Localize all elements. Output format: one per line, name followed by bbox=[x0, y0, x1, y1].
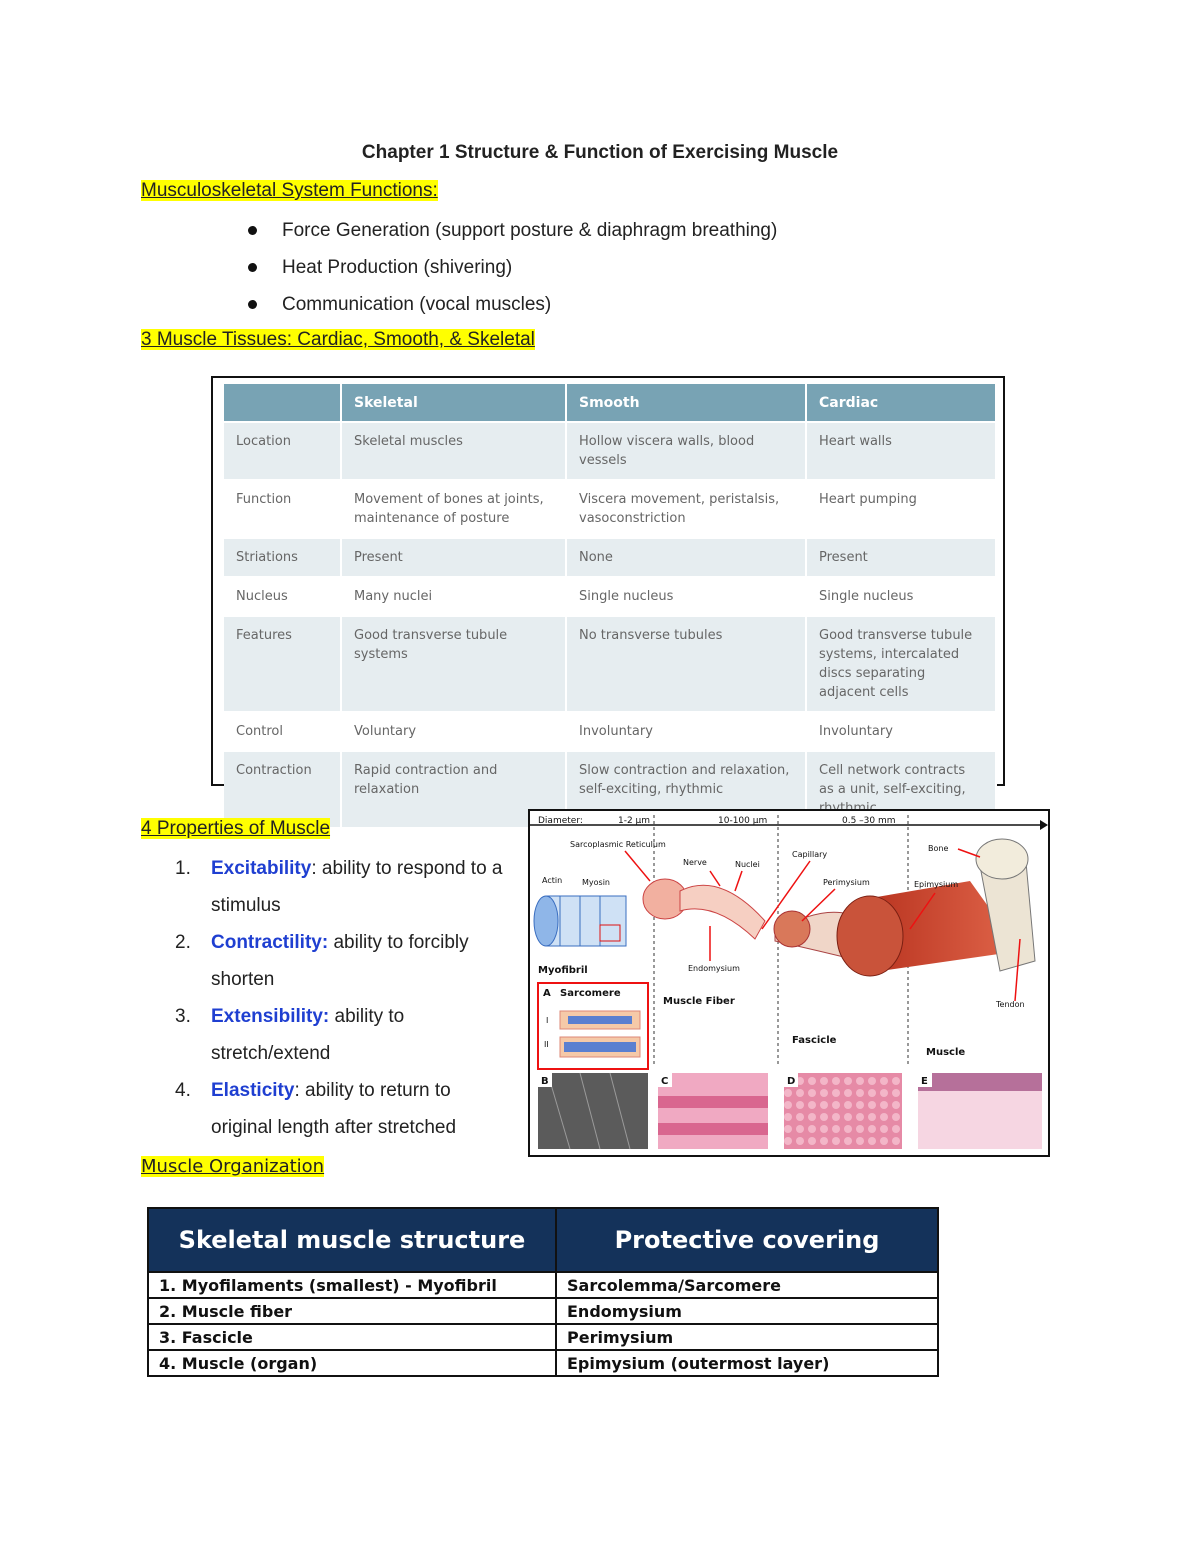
table-cell: Sarcolemma/Sarcomere bbox=[556, 1272, 938, 1298]
label-myosin: Myosin bbox=[582, 878, 610, 887]
table-cell: Good transverse tubule systems bbox=[341, 616, 566, 712]
organization-heading-text: Muscle Organization bbox=[141, 1156, 325, 1177]
table-row bbox=[148, 1272, 938, 1298]
fascicle-cross-section bbox=[774, 911, 810, 947]
section-heading-functions bbox=[141, 180, 438, 202]
label-sarcomere: Sarcomere bbox=[560, 988, 621, 999]
table-header-cell bbox=[224, 384, 341, 422]
list-item bbox=[175, 924, 515, 998]
table-header-cell: Smooth bbox=[566, 384, 806, 422]
tissues-heading-text: 3 Muscle Tissues: Cardiac, Smooth, & Skeletal bbox=[141, 329, 535, 350]
property-description: ability to respond to a stimulus bbox=[211, 858, 503, 916]
functions-heading-text: Musculoskeletal System Functions: bbox=[141, 180, 438, 201]
bullet-text: Communication (vocal muscles) bbox=[282, 293, 552, 315]
label-fascicle: Fascicle bbox=[792, 1035, 837, 1046]
table-cell: Present bbox=[806, 538, 996, 577]
bone-end bbox=[976, 839, 1028, 879]
panel-b-micrograph bbox=[538, 1073, 648, 1149]
panel-label: E bbox=[921, 1076, 928, 1087]
tissue-comparison-table bbox=[224, 384, 997, 827]
table-cell: No transverse tubules bbox=[566, 616, 806, 712]
label-nerve: Nerve bbox=[683, 858, 707, 867]
myofibril-illustration bbox=[534, 896, 626, 946]
table-cell: Function bbox=[224, 480, 341, 538]
table-cell: Location bbox=[224, 422, 341, 480]
panel-label: C bbox=[661, 1076, 669, 1087]
table-row bbox=[224, 422, 996, 480]
label-muscle: Muscle bbox=[926, 1047, 966, 1058]
label-sarcoplasmic-reticulum: Sarcoplasmic Reticulum bbox=[570, 840, 666, 849]
table-cell: Involuntary bbox=[806, 712, 996, 751]
table-cell: Rapid contraction and relaxation bbox=[341, 751, 566, 827]
table-cell: Skeletal muscles bbox=[341, 422, 566, 480]
label-tendon: Tendon bbox=[996, 1000, 1025, 1009]
label-epimysium: Epimysium bbox=[914, 880, 959, 889]
table-row bbox=[148, 1298, 938, 1324]
table-cell: Voluntary bbox=[341, 712, 566, 751]
table-cell: 4. Muscle (organ) bbox=[148, 1350, 556, 1376]
table-cell: Many nuclei bbox=[341, 577, 566, 616]
list-item bbox=[248, 212, 777, 249]
term-separator: : bbox=[294, 1080, 300, 1101]
size-label: 1-2 µm bbox=[618, 816, 651, 826]
table-cell: Heart walls bbox=[806, 422, 996, 480]
bullet-text: Force Generation (support posture & diaphragm breathing) bbox=[282, 219, 778, 241]
muscle-cross-section bbox=[837, 896, 903, 976]
table-cell: Perimysium bbox=[556, 1324, 938, 1350]
arrow-head-icon bbox=[1040, 820, 1048, 830]
muscle-organization-table bbox=[147, 1207, 939, 1377]
table-cell: 2. Muscle fiber bbox=[148, 1298, 556, 1324]
list-item bbox=[248, 286, 777, 323]
table-cell: Epimysium (outermost layer) bbox=[556, 1350, 938, 1376]
table-row bbox=[224, 577, 996, 616]
table-cell: Present bbox=[341, 538, 566, 577]
table-cell: Heart pumping bbox=[806, 480, 996, 538]
page-title: Chapter 1 Structure & Function of Exercising Muscle bbox=[361, 142, 839, 163]
item-number: 4. bbox=[175, 1080, 191, 1101]
table-cell: Control bbox=[224, 712, 341, 751]
property-term: Excitability bbox=[211, 858, 312, 879]
property-term: Contractility: bbox=[211, 932, 329, 953]
table-header-row bbox=[148, 1208, 938, 1272]
table-row bbox=[148, 1324, 938, 1350]
property-description: ability to stretch/extend bbox=[211, 1006, 405, 1064]
bullet-text: Heat Production (shivering) bbox=[282, 256, 513, 278]
table-cell: 1. Myofilaments (smallest) - Myofibril bbox=[148, 1272, 556, 1298]
panel-label: B bbox=[541, 1076, 549, 1087]
muscle-structure-figure bbox=[528, 809, 1050, 1157]
table-header-cell: Skeletal muscle structure bbox=[148, 1208, 556, 1272]
property-description: ability to forcibly shorten bbox=[211, 932, 469, 990]
panel-label: A bbox=[543, 988, 551, 999]
table-cell: Contraction bbox=[224, 751, 341, 827]
size-label: 0.5 –30 mm bbox=[842, 816, 896, 826]
table-header-row bbox=[224, 384, 996, 422]
panel-d-micrograph bbox=[784, 1073, 902, 1149]
table-cell: 3. Fascicle bbox=[148, 1324, 556, 1350]
table-cell: Movement of bones at joints, maintenance of posture bbox=[341, 480, 566, 538]
label-capillary: Capillary bbox=[792, 850, 828, 859]
table-header-cell: Protective covering bbox=[556, 1208, 938, 1272]
label-state-2: II bbox=[544, 1040, 549, 1049]
table-cell: Features bbox=[224, 616, 341, 712]
property-term: Extensibility: bbox=[211, 1006, 330, 1027]
list-item bbox=[175, 1072, 515, 1146]
list-item bbox=[248, 249, 777, 286]
table-cell: Slow contraction and relaxation, self-exciting, rhythmic bbox=[566, 751, 806, 827]
label-perimysium: Perimysium bbox=[823, 878, 870, 887]
diameter-label: Diameter: bbox=[538, 816, 583, 826]
muscle-structure-diagram bbox=[530, 811, 1048, 1155]
table-row bbox=[224, 480, 996, 538]
bullet-icon bbox=[248, 300, 257, 309]
label-nuclei: Nuclei bbox=[735, 860, 760, 869]
label-endomysium: Endomysium bbox=[688, 964, 740, 973]
item-number: 2. bbox=[175, 932, 191, 953]
panel-label: D bbox=[787, 1076, 796, 1087]
table-row bbox=[224, 538, 996, 577]
size-label: 10-100 µm bbox=[718, 816, 768, 826]
table-cell: Single nucleus bbox=[566, 577, 806, 616]
table-cell: Striations bbox=[224, 538, 341, 577]
table-cell: Single nucleus bbox=[806, 577, 996, 616]
table-header-cell: Cardiac bbox=[806, 384, 996, 422]
panel-a-sarcomere bbox=[538, 983, 648, 1069]
tissue-table-figure bbox=[211, 376, 1005, 797]
item-number: 1. bbox=[175, 858, 191, 879]
properties-list bbox=[175, 850, 515, 1146]
label-bone: Bone bbox=[928, 844, 949, 853]
functions-list bbox=[248, 212, 777, 323]
table-cell: Nucleus bbox=[224, 577, 341, 616]
term-separator: : bbox=[311, 858, 317, 879]
property-term: Elasticity bbox=[211, 1080, 295, 1101]
table-row bbox=[224, 712, 996, 751]
table-cell: Hollow viscera walls, blood vessels bbox=[566, 422, 806, 480]
bullet-icon bbox=[248, 263, 257, 272]
table-cell: Involuntary bbox=[566, 712, 806, 751]
item-number: 3. bbox=[175, 1006, 191, 1027]
table-header-cell: Skeletal bbox=[341, 384, 566, 422]
table-row bbox=[224, 616, 996, 712]
label-state-1: I bbox=[546, 1016, 549, 1025]
list-item bbox=[175, 850, 515, 924]
label-muscle-fiber: Muscle Fiber bbox=[663, 996, 735, 1007]
table-cell: Cell network contracts as a unit, self-exciting, bbox=[806, 751, 996, 827]
section-heading-properties bbox=[141, 818, 330, 840]
muscle-fiber-illustration bbox=[680, 885, 765, 939]
panel-e-micrograph bbox=[918, 1073, 1042, 1149]
table-cell: None bbox=[566, 538, 806, 577]
section-heading-tissues bbox=[141, 329, 535, 351]
table-cell: Endomysium bbox=[556, 1298, 938, 1324]
property-description: ability to return to original length after stretched bbox=[211, 1080, 457, 1138]
list-item bbox=[175, 998, 515, 1072]
label-myofibril: Myofibril bbox=[538, 965, 588, 976]
table-cell: Good transverse tubule systems, intercalated discs separating adjacent cells bbox=[806, 616, 996, 712]
label-actin: Actin bbox=[542, 876, 563, 885]
table-cell: Viscera movement, peristalsis, vasoconstriction bbox=[566, 480, 806, 538]
table-row bbox=[148, 1350, 938, 1376]
section-heading-organization bbox=[141, 1156, 324, 1177]
panel-c-micrograph bbox=[658, 1073, 768, 1149]
properties-heading-text: 4 Properties of Muscle bbox=[141, 818, 331, 839]
bullet-icon bbox=[248, 226, 257, 235]
